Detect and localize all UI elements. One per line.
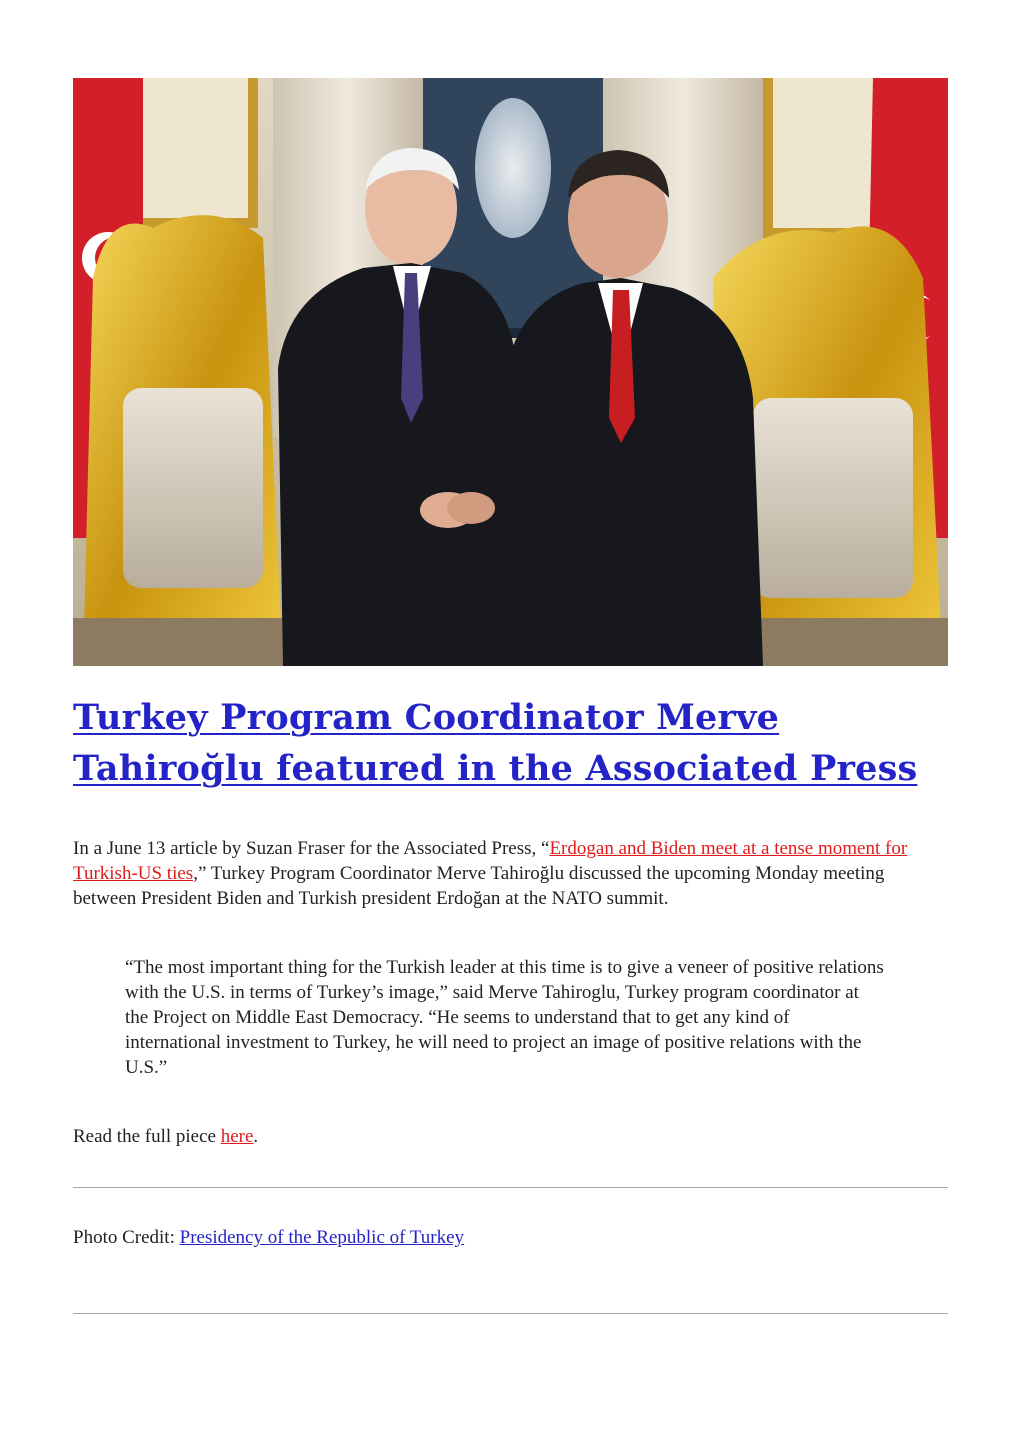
intro-text-before: In a June 13 article by Suzan Fraser for the Associated Press, “ [73,838,550,859]
article-title-link[interactable]: Turkey Program Coordinator Merve Tahiroğlu featured in the Associated Press [73,697,918,789]
photo-credit-link[interactable]: Presidency of the Republic of Turkey [179,1227,465,1248]
read-more-paragraph [73,1124,948,1149]
intro-text-after: ,” Turkey Program Coordinator Merve Tahiroğlu discussed the upcoming Monday meeting between President Biden and Turkish president Erdoğan at the NATO summit. [73,863,885,909]
article-title [73,692,948,794]
ap-article-link[interactable]: Erdogan and Biden meet at a tense moment for Turkish-US ties [73,838,908,884]
photo-credit-label: Photo Credit: [73,1227,180,1248]
article [73,78,948,1314]
read-more-text: Read the full piece [73,1126,221,1147]
read-more-period: . [253,1126,259,1147]
intro-paragraph [73,836,948,911]
photo-credit [73,1225,948,1250]
read-more-link[interactable]: here [220,1126,254,1147]
divider [73,1187,948,1188]
footer-divider [73,1313,948,1314]
blockquote: “The most important thing for the Turkish leader at this time is to give a veneer of positive relations with the U.S. in terms of Turkey’s image,” said Merve Tahiroglu, Turkey program coordinator at the Project on Middle East Democracy. “He seems to understand that to get any kind of international investment to Turkey, he will need to project an image of positive relations with the U.S.” [125,957,884,1078]
hero-photo [73,78,948,666]
